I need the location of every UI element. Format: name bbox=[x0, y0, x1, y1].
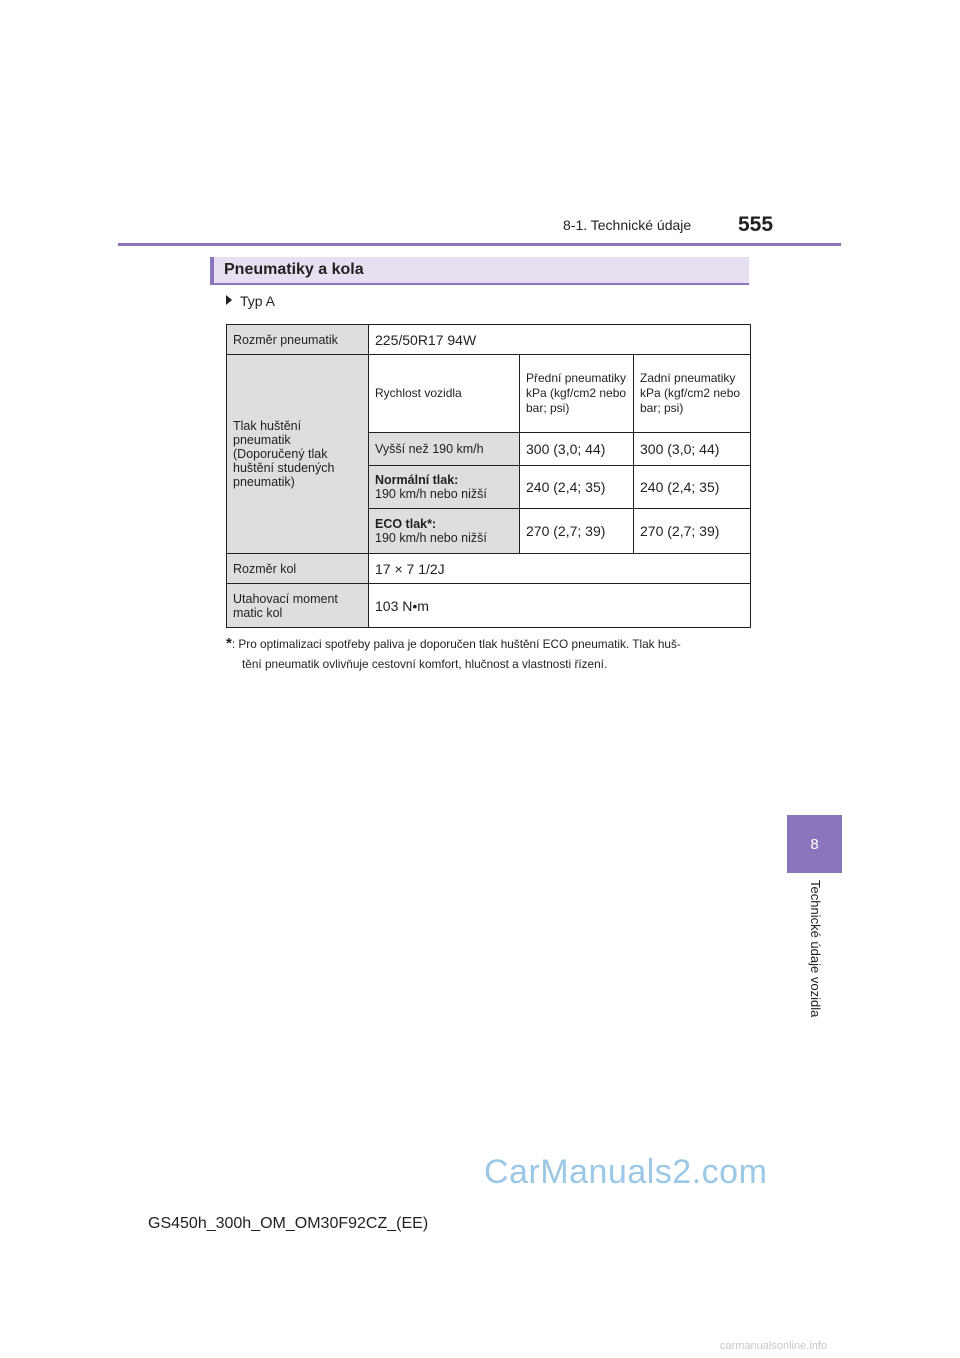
type-label-text: Typ A bbox=[240, 293, 276, 309]
table-row bbox=[227, 584, 751, 628]
section-title-bar bbox=[210, 257, 749, 285]
speed-value: 190 km/h nebo nižší bbox=[375, 531, 487, 545]
tire-size-label: Rozměr pneumatik bbox=[227, 325, 369, 355]
page-number: 555 bbox=[738, 213, 774, 236]
speed-value: Vyšší než 190 km/h bbox=[375, 442, 484, 456]
type-label bbox=[226, 293, 275, 309]
table-row bbox=[227, 355, 751, 433]
section-title: Pneumatiky a kola bbox=[224, 261, 364, 278]
rear-pressure: 270 (2,7; 39) bbox=[634, 509, 751, 554]
watermark: CarManuals2.com bbox=[484, 1153, 768, 1191]
footnote-marker: * bbox=[226, 635, 232, 652]
pressure-label: Tlak huštění pneumatik (Doporučený tlak huštění studených pneumatik) bbox=[227, 355, 369, 554]
tire-size-value: 225/50R17 94W bbox=[369, 325, 751, 355]
tire-spec-table bbox=[226, 324, 751, 628]
speed-cell bbox=[369, 466, 520, 509]
chapter-title: Technické údaje vozidla bbox=[807, 880, 823, 1018]
header-section-title: 8-1. Technické údaje bbox=[563, 217, 692, 233]
chapter-side-title bbox=[787, 880, 842, 1040]
rear-pressure: 300 (3,0; 44) bbox=[634, 433, 751, 466]
speed-value: 190 km/h nebo nižší bbox=[375, 487, 487, 501]
torque-value: 103 N•m bbox=[369, 584, 751, 628]
watermark-footer: carmanualsonline.info bbox=[720, 1340, 828, 1352]
col-speed-header: Rychlost vozidla bbox=[369, 355, 520, 433]
speed-cell bbox=[369, 509, 520, 554]
footnote bbox=[226, 634, 756, 674]
front-pressure: 270 (2,7; 39) bbox=[520, 509, 634, 554]
triangle-bullet-icon bbox=[226, 295, 232, 305]
footnote-line-1: : Pro optimalizaci spotřeby paliva je doporučen tlak huštění ECO pneumatik. Tlak huš- bbox=[231, 637, 681, 651]
table-row bbox=[227, 325, 751, 355]
wheel-size-value: 17 × 7 1/2J bbox=[369, 554, 751, 584]
front-pressure: 300 (3,0; 44) bbox=[520, 433, 634, 466]
header-divider bbox=[118, 243, 841, 246]
torque-label: Utahovací moment matic kol bbox=[227, 584, 369, 628]
front-pressure: 240 (2,4; 35) bbox=[520, 466, 634, 509]
speed-cell bbox=[369, 433, 520, 466]
document-code: GS450h_300h_OM_OM30F92CZ_(EE) bbox=[148, 1215, 429, 1232]
col-rear-header: Zadní pneumatiky kPa (kgf/cm2 nebo bar; psi) bbox=[634, 355, 751, 433]
speed-title: Normální tlak: bbox=[375, 473, 459, 487]
footnote-line-2: tění pneumatik ovlivňuje cestovní komfort, hlučnost a vlastnosti řízení. bbox=[242, 657, 608, 671]
wheel-size-label: Rozměr kol bbox=[227, 554, 369, 584]
speed-title: ECO tlak*: bbox=[375, 517, 437, 531]
rear-pressure: 240 (2,4; 35) bbox=[634, 466, 751, 509]
col-front-header: Přední pneumatiky kPa (kgf/cm2 nebo bar; psi) bbox=[520, 355, 634, 433]
chapter-tab: 8 bbox=[787, 815, 842, 873]
table-row bbox=[227, 554, 751, 584]
